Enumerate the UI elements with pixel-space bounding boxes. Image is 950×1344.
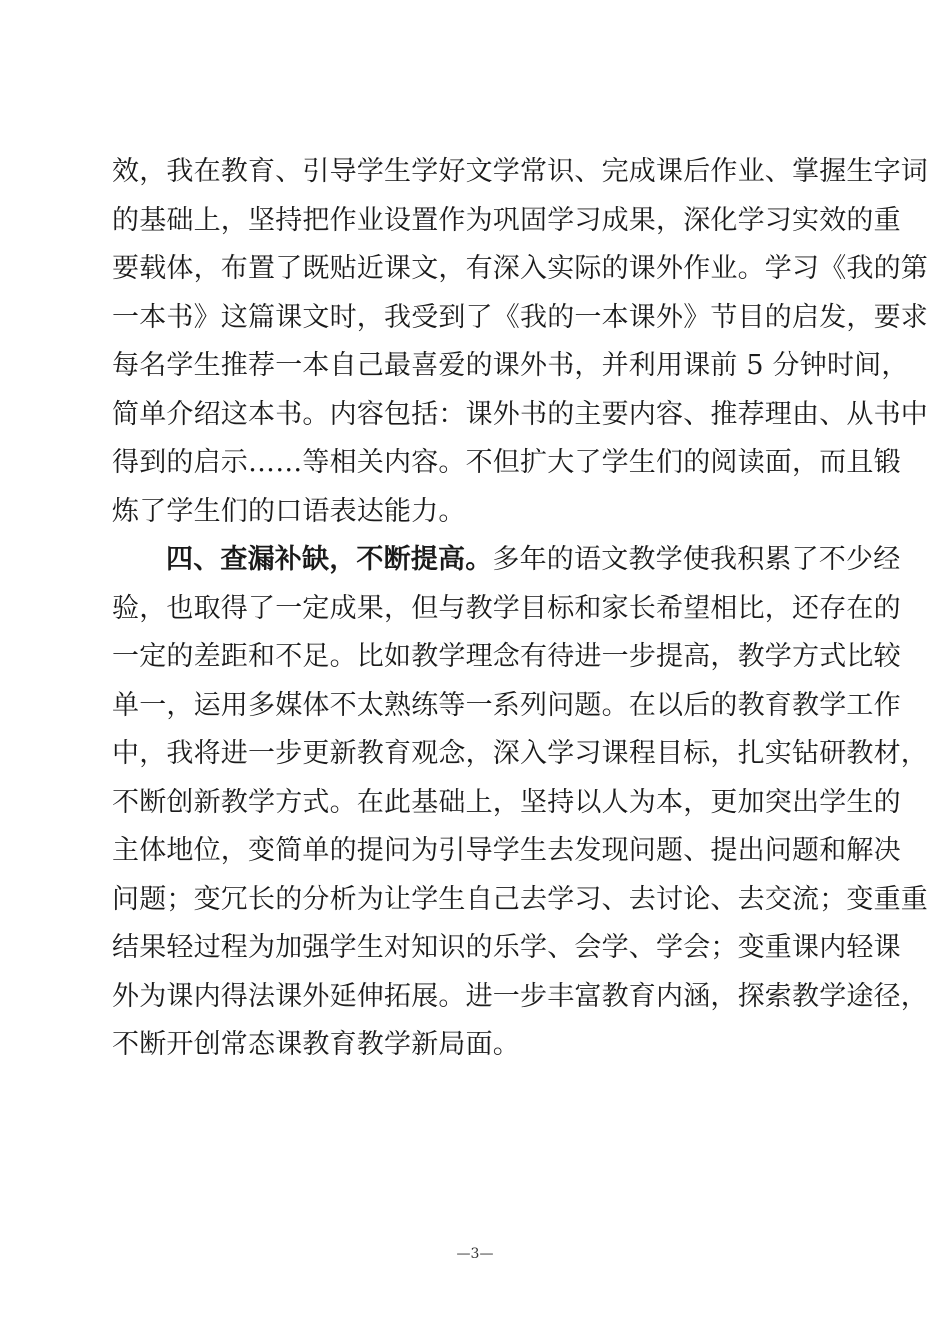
text-line: 单一，运用多媒体不太熟练等一系列问题。在以后的教育教学工作 (112, 689, 901, 721)
text-fragment: 多年的语文教学使我积累了不少经 (492, 544, 901, 575)
paragraph-2 (112, 536, 928, 1070)
text-line: 的基础上，坚持把作业设置作为巩固学习成果，深化学习实效的重 (112, 204, 901, 236)
text-line: 问题；变冗长的分析为让学生自己去学习、去讨论、去交流；变重重 (112, 883, 928, 915)
body-text (112, 148, 928, 1070)
text-line: 外为课内得法课外延伸拓展。进一步丰富教育内涵，探索教学途径， (112, 980, 928, 1012)
text-line: 得到的启示……等相关内容。不但扩大了学生们的阅读面，而且锻 (112, 447, 901, 478)
text-line: 一定的差距和不足。比如教学理念有待进一步提高，教学方式比较 (112, 641, 901, 672)
text-line: 炼了学生们的口语表达能力。 (112, 495, 466, 527)
section-heading: 四、查漏补缺，不断提高。 (166, 544, 493, 575)
text-line: 要载体，布置了既贴近课文，有深入实际的课外作业。学习《我的第 (112, 253, 928, 284)
text-line: 结果轻过程为加强学生对知识的乐学、会学、学会；变重课内轻课 (112, 932, 901, 963)
text-line: 中，我将进一步更新教育观念，深入学习课程目标，扎实钻研教材， (112, 738, 928, 769)
text-line: 不断创新教学方式。在此基础上，坚持以人为本，更加突出学生的 (112, 786, 901, 818)
text-line: 验，也取得了一定成果，但与教学目标和家长希望相比，还存在的 (112, 592, 901, 624)
text-line-first (112, 536, 901, 585)
paragraph-1 (112, 148, 928, 536)
text-line: 主体地位，变简单的提问为引导学生去发现问题、提出问题和解决 (112, 835, 901, 866)
page-number: —3— (456, 1246, 494, 1262)
text-line: 简单介绍这本书。内容包括：课外书的主要内容、推荐理由、从书中 (112, 398, 928, 430)
text-line: 不断开创常态课教育教学新局面。 (112, 1029, 520, 1060)
text-line: 一本书》这篇课文时，我受到了《我的一本课外》节目的启发，要求 (112, 301, 928, 333)
text-line: 效，我在教育、引导学生学好文学常识、完成课后作业、掌握生字词 (112, 156, 928, 187)
text-line: 每名学生推荐一本自己最喜爱的课外书，并利用课前 5 分钟时间， (112, 350, 909, 381)
